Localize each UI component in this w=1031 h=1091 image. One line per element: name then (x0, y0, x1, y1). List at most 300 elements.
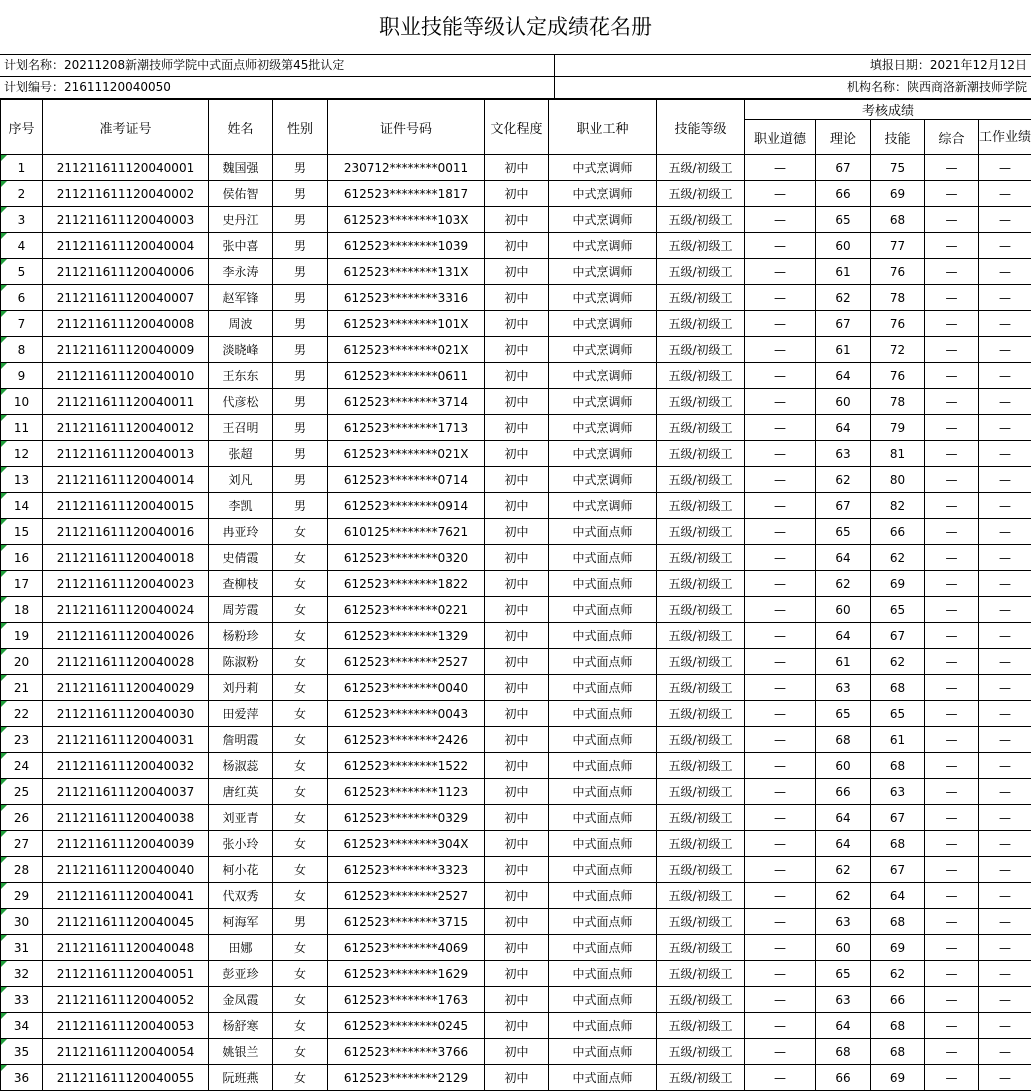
education-cell: 初中 (485, 519, 549, 545)
gender-cell: 女 (273, 571, 328, 597)
ticket-cell: 211211611120040053 (43, 1013, 209, 1039)
id-cell: 612523********2426 (328, 727, 485, 753)
work-cell: — (979, 337, 1031, 363)
level-cell: 五级/初级工 (657, 493, 745, 519)
ethics-cell: — (745, 597, 816, 623)
skill-cell: 66 (871, 519, 925, 545)
id-cell: 610125********7621 (328, 519, 485, 545)
name-cell: 詹明霞 (209, 727, 273, 753)
ethics-cell: — (745, 623, 816, 649)
occupation-cell: 中式烹调师 (549, 363, 657, 389)
occupation-cell: 中式面点师 (549, 779, 657, 805)
education-cell: 初中 (485, 311, 549, 337)
theory-cell: 64 (816, 831, 871, 857)
ticket-cell: 211211611120040031 (43, 727, 209, 753)
work-cell: — (979, 181, 1031, 207)
level-cell: 五级/初级工 (657, 961, 745, 987)
education-cell: 初中 (485, 623, 549, 649)
id-cell: 612523********1817 (328, 181, 485, 207)
table-row (1, 649, 1031, 675)
level-cell: 五级/初级工 (657, 623, 745, 649)
name-cell: 金凤霞 (209, 987, 273, 1013)
education-cell: 初中 (485, 389, 549, 415)
education-cell: 初中 (485, 207, 549, 233)
occupation-cell: 中式面点师 (549, 831, 657, 857)
fill-date: 填报日期：2021年12月12日 (555, 55, 1031, 76)
skill-cell: 69 (871, 181, 925, 207)
theory-cell: 67 (816, 311, 871, 337)
ethics-cell: — (745, 233, 816, 259)
id-cell: 612523********1713 (328, 415, 485, 441)
level-cell: 五级/初级工 (657, 337, 745, 363)
header-scores: 考核成绩 (745, 100, 1031, 120)
ethics-cell: — (745, 467, 816, 493)
table-row (1, 753, 1031, 779)
level-cell: 五级/初级工 (657, 727, 745, 753)
header-gender: 性别 (273, 100, 328, 155)
table-row (1, 519, 1031, 545)
id-cell: 612523********2527 (328, 883, 485, 909)
skill-cell: 72 (871, 337, 925, 363)
overall-cell: — (925, 779, 979, 805)
seq-cell: 17 (1, 571, 43, 597)
overall-cell: — (925, 493, 979, 519)
level-cell: 五级/初级工 (657, 545, 745, 571)
seq-cell: 12 (1, 441, 43, 467)
work-cell: — (979, 233, 1031, 259)
seq-cell: 18 (1, 597, 43, 623)
id-cell: 612523********3323 (328, 857, 485, 883)
id-cell: 612523********0914 (328, 493, 485, 519)
table-row (1, 259, 1031, 285)
ethics-cell: — (745, 883, 816, 909)
level-cell: 五级/初级工 (657, 597, 745, 623)
theory-cell: 65 (816, 961, 871, 987)
table-row (1, 441, 1031, 467)
table-row (1, 961, 1031, 987)
gender-cell: 男 (273, 389, 328, 415)
education-cell: 初中 (485, 545, 549, 571)
education-cell: 初中 (485, 233, 549, 259)
seq-cell: 30 (1, 909, 43, 935)
education-cell: 初中 (485, 597, 549, 623)
work-cell: — (979, 831, 1031, 857)
level-cell: 五级/初级工 (657, 415, 745, 441)
skill-cell: 68 (871, 909, 925, 935)
theory-cell: 61 (816, 649, 871, 675)
theory-cell: 64 (816, 363, 871, 389)
skill-cell: 66 (871, 987, 925, 1013)
ticket-cell: 211211611120040039 (43, 831, 209, 857)
education-cell: 初中 (485, 857, 549, 883)
theory-cell: 63 (816, 987, 871, 1013)
name-cell: 彭亚珍 (209, 961, 273, 987)
id-cell: 612523********1629 (328, 961, 485, 987)
level-cell: 五级/初级工 (657, 987, 745, 1013)
seq-cell: 34 (1, 1013, 43, 1039)
work-cell: — (979, 1013, 1031, 1039)
gender-cell: 女 (273, 649, 328, 675)
id-cell: 612523********0329 (328, 805, 485, 831)
score-table (0, 99, 1031, 1091)
name-cell: 杨粉珍 (209, 623, 273, 649)
gender-cell: 女 (273, 987, 328, 1013)
gender-cell: 男 (273, 467, 328, 493)
header-ethics: 职业道德 (745, 120, 816, 155)
gender-cell: 女 (273, 1013, 328, 1039)
occupation-cell: 中式面点师 (549, 753, 657, 779)
theory-cell: 64 (816, 415, 871, 441)
education-cell: 初中 (485, 1013, 549, 1039)
table-row (1, 987, 1031, 1013)
work-cell: — (979, 857, 1031, 883)
ticket-cell: 211211611120040029 (43, 675, 209, 701)
work-cell: — (979, 493, 1031, 519)
gender-cell: 男 (273, 207, 328, 233)
ticket-cell: 211211611120040011 (43, 389, 209, 415)
occupation-cell: 中式面点师 (549, 1013, 657, 1039)
seq-cell: 36 (1, 1065, 43, 1091)
ethics-cell: — (745, 753, 816, 779)
id-cell: 612523********3316 (328, 285, 485, 311)
theory-cell: 66 (816, 1065, 871, 1091)
table-row (1, 805, 1031, 831)
id-cell: 612523********0714 (328, 467, 485, 493)
ticket-cell: 211211611120040024 (43, 597, 209, 623)
ticket-cell: 211211611120040006 (43, 259, 209, 285)
skill-cell: 76 (871, 363, 925, 389)
work-cell: — (979, 597, 1031, 623)
table-row (1, 909, 1031, 935)
seq-cell: 9 (1, 363, 43, 389)
ticket-cell: 211211611120040007 (43, 285, 209, 311)
table-row (1, 623, 1031, 649)
gender-cell: 女 (273, 961, 328, 987)
overall-cell: — (925, 363, 979, 389)
skill-cell: 68 (871, 675, 925, 701)
seq-cell: 28 (1, 857, 43, 883)
education-cell: 初中 (485, 415, 549, 441)
name-cell: 柯海军 (209, 909, 273, 935)
ethics-cell: — (745, 311, 816, 337)
work-cell: — (979, 727, 1031, 753)
table-row (1, 207, 1031, 233)
id-cell: 612523********021X (328, 441, 485, 467)
level-cell: 五级/初级工 (657, 857, 745, 883)
ethics-cell: — (745, 675, 816, 701)
id-cell: 612523********2527 (328, 649, 485, 675)
gender-cell: 女 (273, 623, 328, 649)
work-cell: — (979, 285, 1031, 311)
gender-cell: 女 (273, 1065, 328, 1091)
table-row (1, 597, 1031, 623)
work-cell: — (979, 649, 1031, 675)
ethics-cell: — (745, 779, 816, 805)
theory-cell: 62 (816, 467, 871, 493)
skill-cell: 64 (871, 883, 925, 909)
seq-cell: 26 (1, 805, 43, 831)
name-cell: 李凯 (209, 493, 273, 519)
skill-cell: 65 (871, 701, 925, 727)
gender-cell: 女 (273, 597, 328, 623)
seq-cell: 5 (1, 259, 43, 285)
ticket-cell: 211211611120040023 (43, 571, 209, 597)
work-cell: — (979, 883, 1031, 909)
ticket-cell: 211211611120040032 (43, 753, 209, 779)
overall-cell: — (925, 961, 979, 987)
ethics-cell: — (745, 337, 816, 363)
ethics-cell: — (745, 259, 816, 285)
header-theory: 理论 (816, 120, 871, 155)
occupation-cell: 中式面点师 (549, 961, 657, 987)
overall-cell: — (925, 571, 979, 597)
overall-cell: — (925, 545, 979, 571)
seq-cell: 14 (1, 493, 43, 519)
education-cell: 初中 (485, 155, 549, 181)
work-cell: — (979, 259, 1031, 285)
gender-cell: 女 (273, 857, 328, 883)
skill-cell: 76 (871, 311, 925, 337)
occupation-cell: 中式面点师 (549, 701, 657, 727)
theory-cell: 62 (816, 857, 871, 883)
overall-cell: — (925, 519, 979, 545)
gender-cell: 女 (273, 883, 328, 909)
id-cell: 612523********101X (328, 311, 485, 337)
occupation-cell: 中式烹调师 (549, 155, 657, 181)
header-id-number: 证件号码 (328, 100, 485, 155)
seq-cell: 16 (1, 545, 43, 571)
occupation-cell: 中式烹调师 (549, 259, 657, 285)
seq-cell: 21 (1, 675, 43, 701)
skill-cell: 62 (871, 961, 925, 987)
gender-cell: 女 (273, 753, 328, 779)
name-cell: 李永涛 (209, 259, 273, 285)
name-cell: 史丹江 (209, 207, 273, 233)
gender-cell: 女 (273, 675, 328, 701)
occupation-cell: 中式烹调师 (549, 181, 657, 207)
name-cell: 代彦松 (209, 389, 273, 415)
table-row (1, 285, 1031, 311)
level-cell: 五级/初级工 (657, 363, 745, 389)
gender-cell: 男 (273, 337, 328, 363)
theory-cell: 68 (816, 1039, 871, 1065)
level-cell: 五级/初级工 (657, 935, 745, 961)
seq-cell: 29 (1, 883, 43, 909)
id-cell: 612523********103X (328, 207, 485, 233)
id-cell: 612523********304X (328, 831, 485, 857)
name-cell: 赵军锋 (209, 285, 273, 311)
gender-cell: 女 (273, 1039, 328, 1065)
education-cell: 初中 (485, 805, 549, 831)
theory-cell: 62 (816, 285, 871, 311)
level-cell: 五级/初级工 (657, 883, 745, 909)
page-title: 职业技能等级认定成绩花名册 (0, 0, 1031, 55)
info-row-2 (0, 77, 1031, 99)
level-cell: 五级/初级工 (657, 155, 745, 181)
level-cell: 五级/初级工 (657, 1013, 745, 1039)
education-cell: 初中 (485, 779, 549, 805)
work-cell: — (979, 571, 1031, 597)
work-cell: — (979, 623, 1031, 649)
education-cell: 初中 (485, 363, 549, 389)
gender-cell: 男 (273, 285, 328, 311)
education-cell: 初中 (485, 285, 549, 311)
education-cell: 初中 (485, 649, 549, 675)
name-cell: 陈淑粉 (209, 649, 273, 675)
table-row (1, 467, 1031, 493)
occupation-cell: 中式烹调师 (549, 467, 657, 493)
table-row (1, 779, 1031, 805)
overall-cell: — (925, 337, 979, 363)
theory-cell: 62 (816, 883, 871, 909)
skill-cell: 69 (871, 1065, 925, 1091)
level-cell: 五级/初级工 (657, 259, 745, 285)
gender-cell: 男 (273, 181, 328, 207)
ethics-cell: — (745, 181, 816, 207)
ethics-cell: — (745, 389, 816, 415)
skill-cell: 61 (871, 727, 925, 753)
name-cell: 周芳霞 (209, 597, 273, 623)
id-cell: 612523********1039 (328, 233, 485, 259)
id-cell: 612523********021X (328, 337, 485, 363)
table-row (1, 1065, 1031, 1091)
work-cell: — (979, 701, 1031, 727)
level-cell: 五级/初级工 (657, 649, 745, 675)
ticket-cell: 211211611120040054 (43, 1039, 209, 1065)
id-cell: 612523********3715 (328, 909, 485, 935)
overall-cell: — (925, 935, 979, 961)
work-cell: — (979, 545, 1031, 571)
theory-cell: 60 (816, 597, 871, 623)
skill-cell: 68 (871, 831, 925, 857)
work-cell: — (979, 779, 1031, 805)
skill-cell: 68 (871, 207, 925, 233)
ethics-cell: — (745, 935, 816, 961)
id-cell: 612523********1329 (328, 623, 485, 649)
info-row-1 (0, 55, 1031, 77)
education-cell: 初中 (485, 259, 549, 285)
skill-cell: 77 (871, 233, 925, 259)
name-cell: 田娜 (209, 935, 273, 961)
ticket-cell: 211211611120040040 (43, 857, 209, 883)
name-cell: 侯佑智 (209, 181, 273, 207)
ticket-cell: 211211611120040001 (43, 155, 209, 181)
ticket-cell: 211211611120040055 (43, 1065, 209, 1091)
skill-cell: 67 (871, 857, 925, 883)
name-cell: 张小玲 (209, 831, 273, 857)
occupation-cell: 中式面点师 (549, 1039, 657, 1065)
theory-cell: 65 (816, 701, 871, 727)
theory-cell: 64 (816, 623, 871, 649)
theory-cell: 63 (816, 909, 871, 935)
occupation-cell: 中式面点师 (549, 909, 657, 935)
seq-cell: 11 (1, 415, 43, 441)
occupation-cell: 中式烹调师 (549, 389, 657, 415)
work-cell: — (979, 753, 1031, 779)
id-cell: 230712********0011 (328, 155, 485, 181)
name-cell: 刘亚青 (209, 805, 273, 831)
id-cell: 612523********0245 (328, 1013, 485, 1039)
occupation-cell: 中式面点师 (549, 727, 657, 753)
level-cell: 五级/初级工 (657, 909, 745, 935)
overall-cell: — (925, 701, 979, 727)
name-cell: 查柳枝 (209, 571, 273, 597)
table-row (1, 363, 1031, 389)
overall-cell: — (925, 415, 979, 441)
ethics-cell: — (745, 415, 816, 441)
table-row (1, 389, 1031, 415)
ticket-cell: 211211611120040003 (43, 207, 209, 233)
overall-cell: — (925, 441, 979, 467)
seq-cell: 31 (1, 935, 43, 961)
education-cell: 初中 (485, 935, 549, 961)
gender-cell: 男 (273, 909, 328, 935)
plan-number: 计划编号：21611120040050 (0, 77, 555, 98)
header-skill-level: 技能等级 (657, 100, 745, 155)
level-cell: 五级/初级工 (657, 519, 745, 545)
education-cell: 初中 (485, 831, 549, 857)
overall-cell: — (925, 285, 979, 311)
ticket-cell: 211211611120040012 (43, 415, 209, 441)
level-cell: 五级/初级工 (657, 389, 745, 415)
work-cell: — (979, 389, 1031, 415)
skill-cell: 67 (871, 623, 925, 649)
theory-cell: 60 (816, 935, 871, 961)
header-seq: 序号 (1, 100, 43, 155)
education-cell: 初中 (485, 1039, 549, 1065)
education-cell: 初中 (485, 571, 549, 597)
seq-cell: 8 (1, 337, 43, 363)
theory-cell: 60 (816, 233, 871, 259)
seq-cell: 23 (1, 727, 43, 753)
skill-cell: 63 (871, 779, 925, 805)
ethics-cell: — (745, 961, 816, 987)
seq-cell: 20 (1, 649, 43, 675)
name-cell: 冉亚玲 (209, 519, 273, 545)
ethics-cell: — (745, 441, 816, 467)
gender-cell: 女 (273, 779, 328, 805)
gender-cell: 女 (273, 545, 328, 571)
work-cell: — (979, 1039, 1031, 1065)
skill-cell: 68 (871, 1013, 925, 1039)
skill-cell: 69 (871, 935, 925, 961)
seq-cell: 13 (1, 467, 43, 493)
name-cell: 张中喜 (209, 233, 273, 259)
occupation-cell: 中式面点师 (549, 857, 657, 883)
gender-cell: 女 (273, 831, 328, 857)
theory-cell: 68 (816, 727, 871, 753)
skill-cell: 78 (871, 389, 925, 415)
name-cell: 杨舒寒 (209, 1013, 273, 1039)
seq-cell: 25 (1, 779, 43, 805)
table-row (1, 311, 1031, 337)
overall-cell: — (925, 155, 979, 181)
ticket-cell: 211211611120040048 (43, 935, 209, 961)
gender-cell: 男 (273, 415, 328, 441)
id-cell: 612523********0320 (328, 545, 485, 571)
gender-cell: 男 (273, 441, 328, 467)
education-cell: 初中 (485, 181, 549, 207)
seq-cell: 33 (1, 987, 43, 1013)
work-cell: — (979, 363, 1031, 389)
skill-cell: 62 (871, 649, 925, 675)
table-row (1, 493, 1031, 519)
header-ticket-no: 准考证号 (43, 100, 209, 155)
skill-cell: 62 (871, 545, 925, 571)
skill-cell: 79 (871, 415, 925, 441)
occupation-cell: 中式面点师 (549, 805, 657, 831)
ticket-cell: 211211611120040010 (43, 363, 209, 389)
